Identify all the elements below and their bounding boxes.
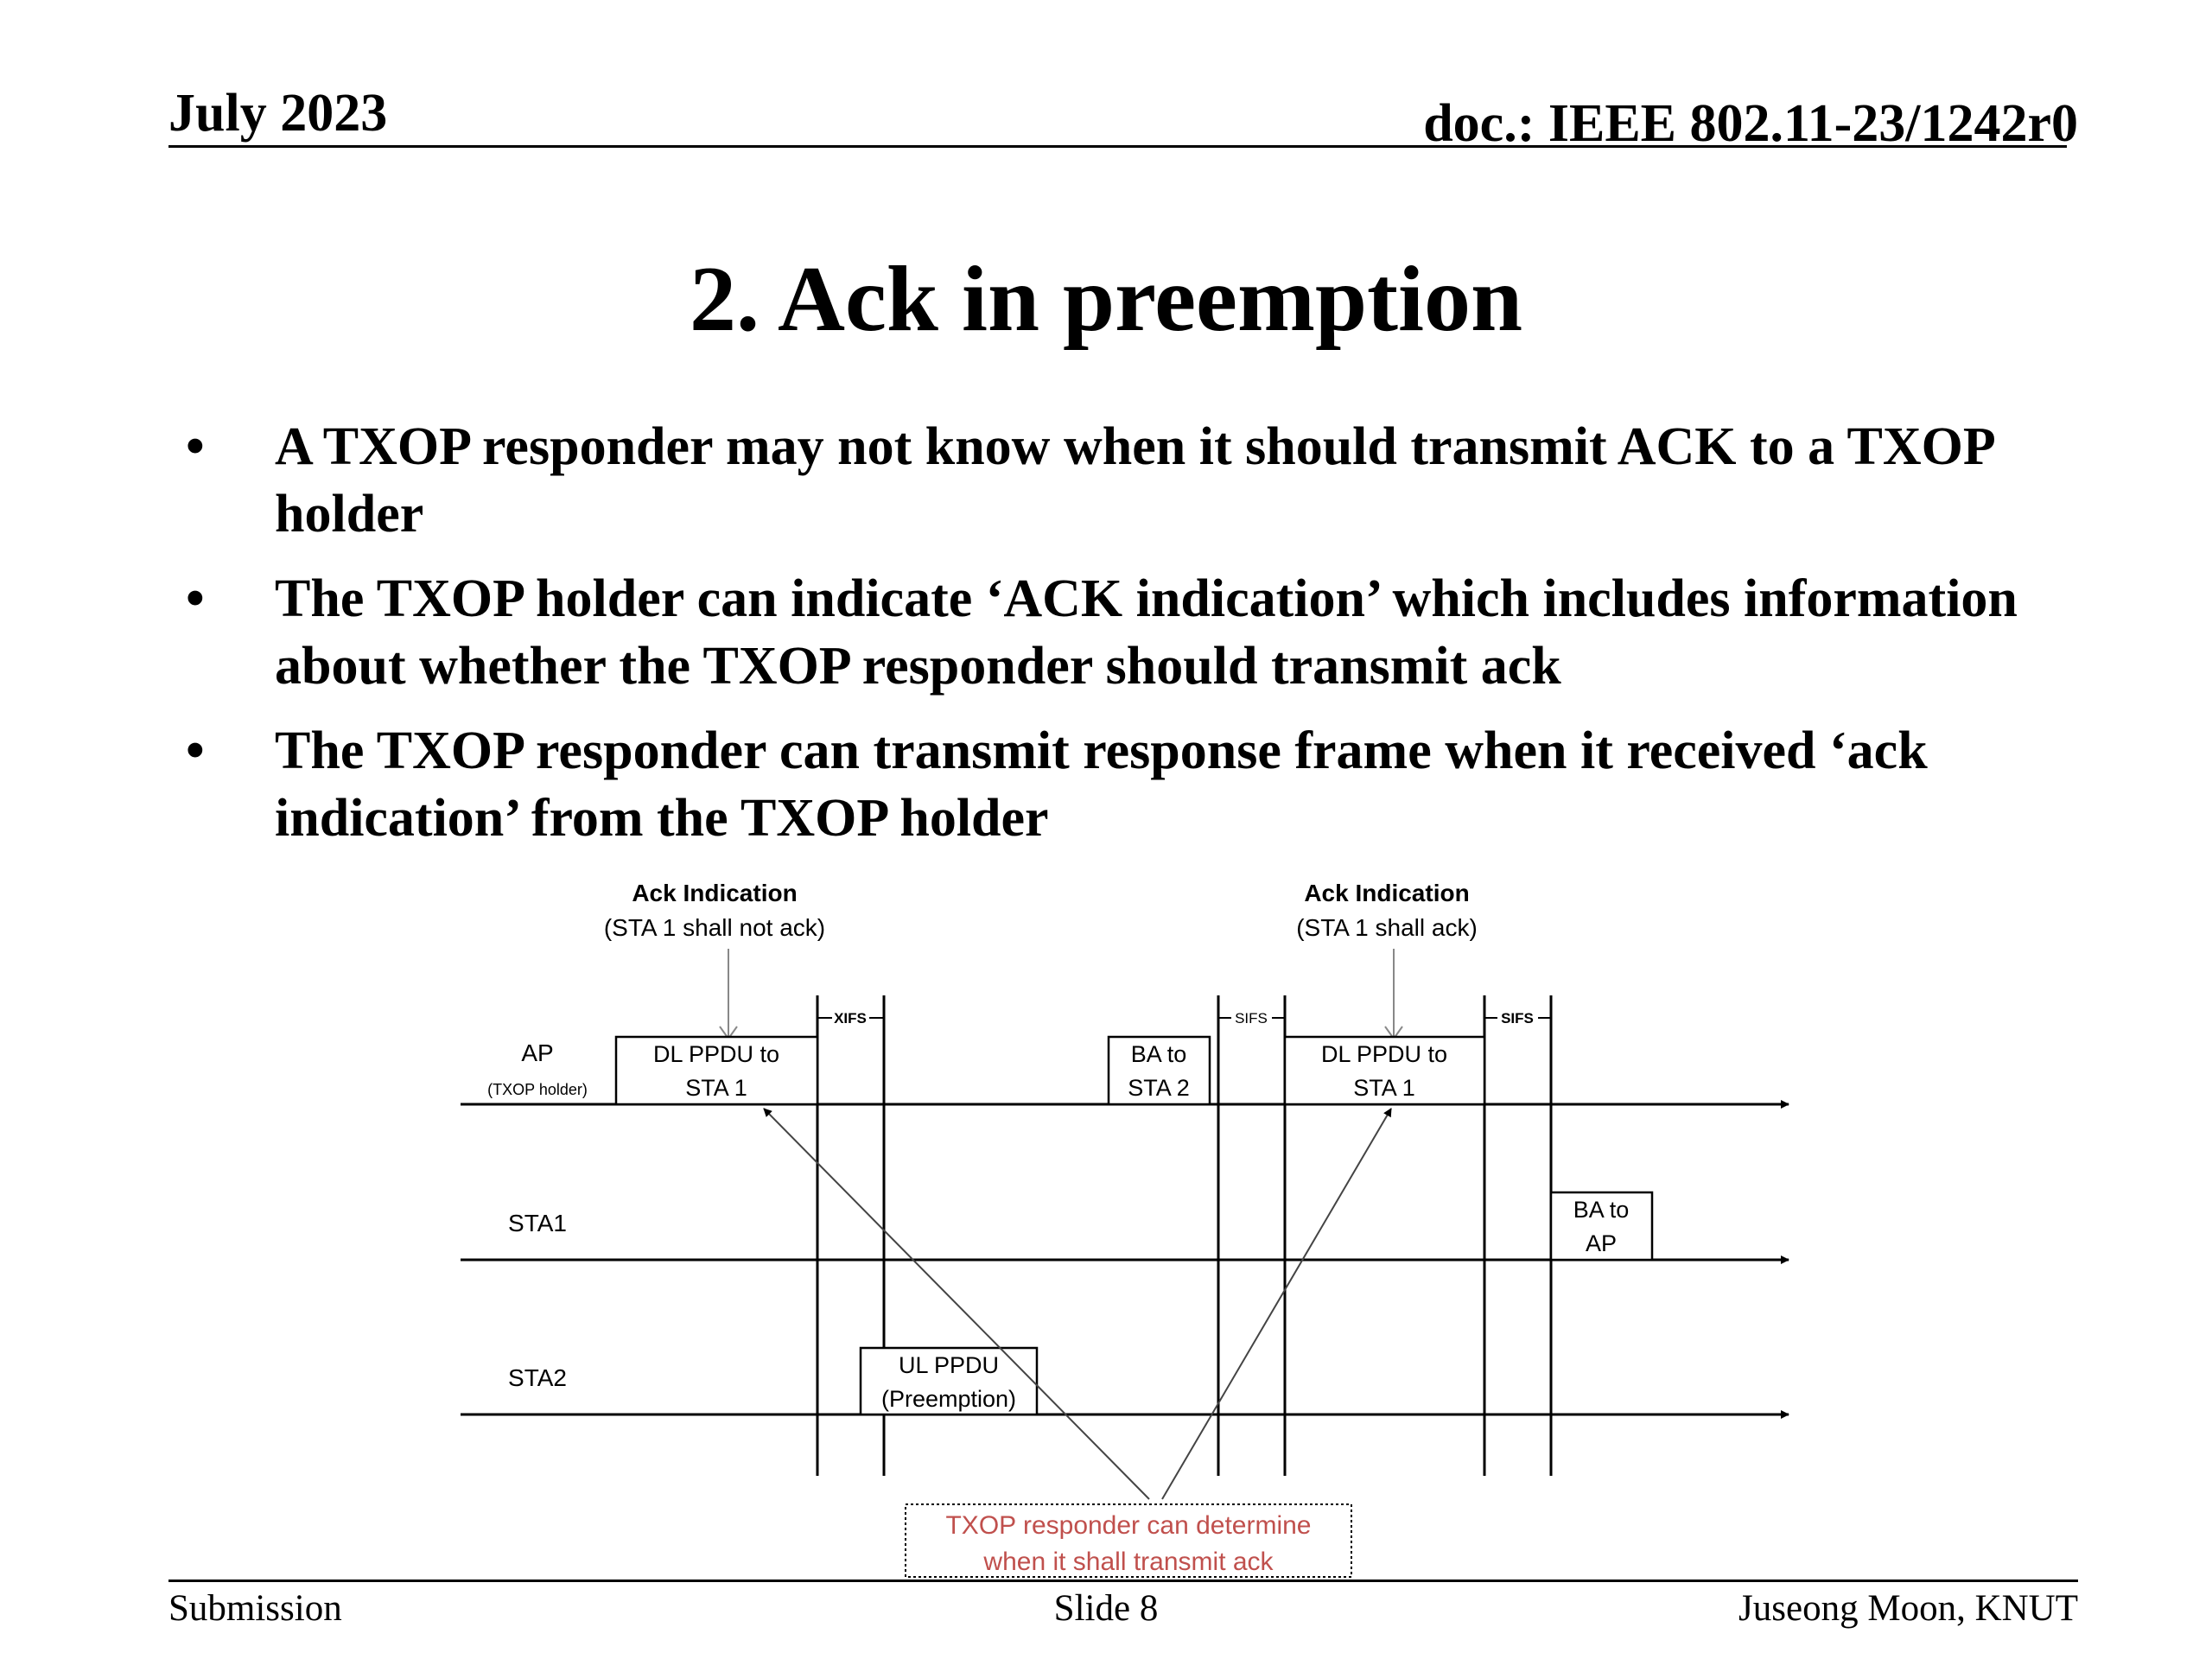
frame-dl-ppdu-1-line1: DL PPDU to xyxy=(652,1041,780,1067)
note-line-2: when it shall transmit ack xyxy=(983,1548,1274,1576)
frame-ba-ap-line2: AP xyxy=(1585,1230,1618,1256)
sifs-label-2: SIFS xyxy=(1501,1010,1534,1027)
slide-title: 2. Ack in preemption xyxy=(689,248,1523,351)
frame-ba-ap-line1: BA to xyxy=(1573,1197,1630,1223)
footer-submission: Submission xyxy=(168,1588,342,1629)
xifs-label: XIFS xyxy=(834,1010,867,1027)
footer-author: Juseong Moon, KNUT xyxy=(1738,1588,2078,1629)
frame-ul-ppdu-line2: (Preemption) xyxy=(880,1386,1017,1412)
bullet-text: The TXOP responder can transmit response frame when it received ‘ack indication’ from the TXOP holder xyxy=(275,721,1928,848)
ack-indication-2-title: Ack Indication xyxy=(1304,880,1470,906)
header-date: July 2023 xyxy=(168,84,388,143)
note-line-1: TXOP responder can determine xyxy=(945,1511,1312,1540)
note-arrow-to-dl-ppdu-2 xyxy=(1162,1109,1391,1499)
ack-indication-1-title: Ack Indication xyxy=(632,880,798,906)
bullet-marker: • xyxy=(186,569,205,628)
frame-dl-ppdu-1-line2: STA 1 xyxy=(685,1075,747,1101)
bullet-marker: • xyxy=(186,721,205,780)
row-label-ap-sub: (TXOP holder) xyxy=(487,1081,588,1098)
row-label-sta1: STA1 xyxy=(508,1210,567,1236)
bullet-text: A TXOP responder may not know when it should transmit ACK to a TXOP holder xyxy=(275,417,1993,543)
header-doc-id: doc.: IEEE 802.11-23/1242r0 xyxy=(1423,94,2078,153)
sifs-label-1: SIFS xyxy=(1235,1010,1268,1027)
frame-ba-sta2-line1: BA to xyxy=(1130,1041,1187,1067)
bullet-text: The TXOP holder can indicate ‘ACK indication’ which includes information about whether the TXOP responder should transmit ack xyxy=(275,569,2018,696)
note-arrow-to-dl-ppdu-1 xyxy=(764,1109,1149,1499)
frame-dl-ppdu-2-line1: DL PPDU to xyxy=(1320,1041,1448,1067)
frame-ul-ppdu-line1: UL PPDU xyxy=(898,1352,1000,1378)
bullet-marker: • xyxy=(186,417,205,476)
footer-slide-number: Slide 8 xyxy=(1053,1588,1159,1629)
frame-ba-sta2-line2: STA 2 xyxy=(1128,1075,1190,1101)
ack-indication-1-sub: (STA 1 shall not ack) xyxy=(603,914,826,941)
footer-divider xyxy=(168,1580,2078,1582)
row-label-sta2: STA2 xyxy=(508,1364,567,1391)
frame-dl-ppdu-2-line2: STA 1 xyxy=(1353,1075,1415,1101)
row-label-ap: AP xyxy=(521,1039,554,1066)
ack-indication-2-sub: (STA 1 shall ack) xyxy=(1296,914,1478,941)
